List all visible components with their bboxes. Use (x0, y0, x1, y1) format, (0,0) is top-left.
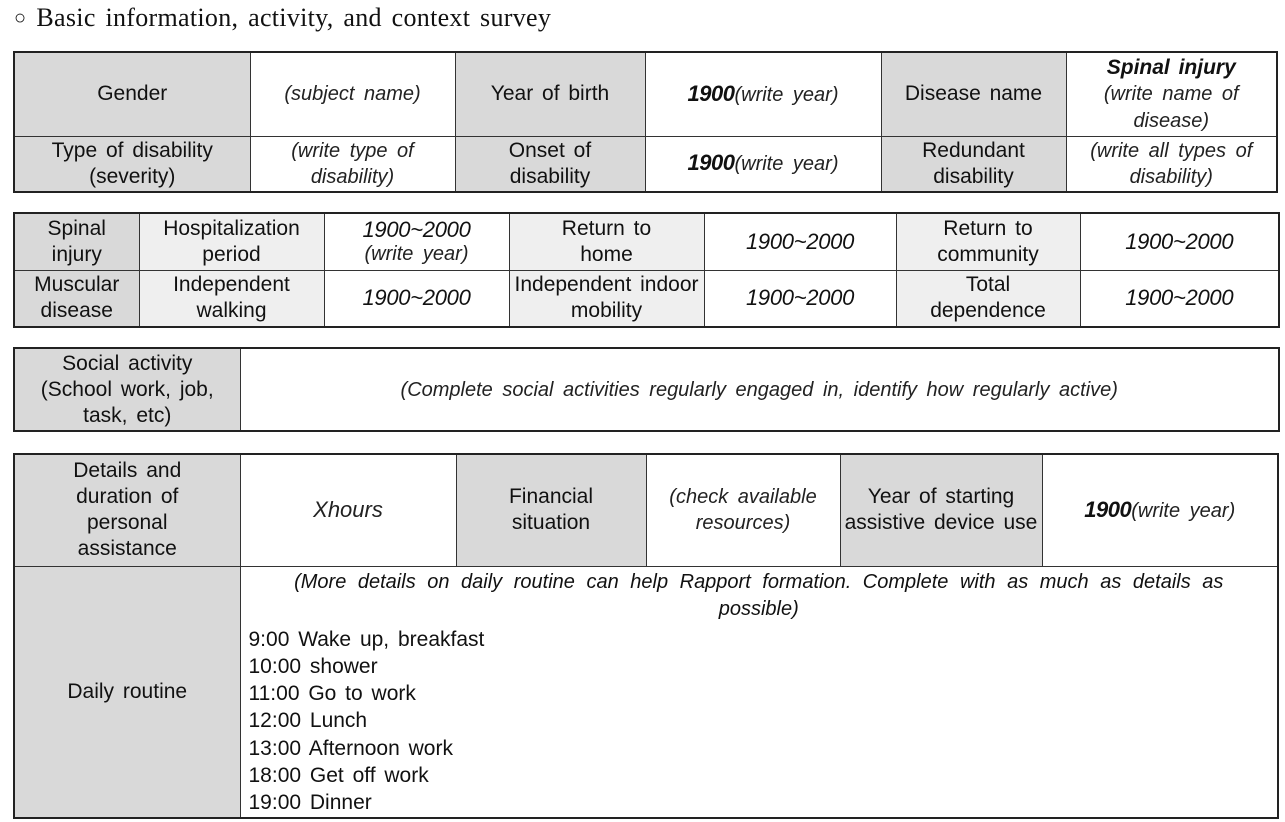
section-title: Basic information, activity, and context survey (36, 3, 552, 32)
return-home-label: Return to home (509, 213, 704, 270)
financial-situation-label: Financial situation (456, 454, 646, 566)
social-activity-field[interactable]: (Complete social activities regularly engaged in, identify how regularly active) (240, 348, 1279, 431)
hospitalization-period-value: 1900~2000 (362, 216, 471, 242)
disease-name-label: Disease name (881, 52, 1066, 136)
routine-item: 11:00 Go to work (248, 682, 416, 706)
routine-item: 12:00 Lunch (248, 709, 368, 733)
section-heading (14, 3, 551, 33)
independent-walking-label: Independent walking (139, 270, 324, 327)
disability-type-field[interactable]: (write type of disability) (250, 136, 455, 192)
return-home-field[interactable]: 1900~2000 (704, 213, 896, 270)
birth-year-label: Year of birth (455, 52, 645, 136)
hospitalization-period-label: Hospitalization period (139, 213, 324, 270)
routine-item: 13:00 Afternoon work (248, 736, 453, 760)
indoor-mobility-label: Independent indoor mobility (509, 270, 704, 327)
basic-info-table (13, 51, 1278, 193)
routine-item: 9:00 Wake up, breakfast (248, 627, 485, 651)
routine-item: 10:00 shower (248, 654, 378, 678)
total-dependence-field[interactable]: 1900~2000 (1080, 270, 1279, 327)
onset-year-field[interactable] (645, 136, 881, 192)
assistive-device-year-hint: (write year) (1131, 499, 1236, 522)
circle-bullet-icon: ○ (14, 7, 27, 29)
daily-routine-field[interactable] (240, 566, 1278, 818)
assistive-device-year-field[interactable] (1042, 454, 1278, 566)
social-activity-table (13, 347, 1280, 432)
daily-routine-note: (More details on daily routine can help Rapport formation. Complete with as much as details as possible) (294, 570, 1224, 620)
gender-label: Gender (14, 52, 250, 136)
daily-routine-label: Daily routine (14, 566, 240, 818)
birth-year-hint: (write year) (734, 83, 839, 106)
indoor-mobility-field[interactable]: 1900~2000 (704, 270, 896, 327)
routine-item: 18:00 Get off work (248, 763, 429, 787)
assistive-device-year-value: 1900 (1084, 496, 1132, 522)
routine-item: 19:00 Dinner (248, 791, 372, 815)
recovery-periods-table (13, 212, 1280, 328)
return-community-field[interactable]: 1900~2000 (1080, 213, 1279, 270)
onset-year-hint: (write year) (734, 153, 839, 176)
disability-type-label: Type of disability (severity) (14, 136, 250, 192)
birth-year-value: 1900 (687, 80, 735, 106)
total-dependence-label: Total dependence (896, 270, 1080, 327)
birth-year-field[interactable] (645, 52, 881, 136)
personal-assistance-label: Details and duration of personal assistance (14, 454, 240, 566)
hospitalization-period-hint: (write year) (364, 242, 469, 265)
return-community-label: Return to community (896, 213, 1080, 270)
daily-routine-list (249, 626, 1270, 817)
social-activity-label: Social activity (School work, job, task, etc) (14, 348, 240, 431)
assistive-device-label: Year of starting assistive device use (840, 454, 1042, 566)
onset-year-value: 1900 (687, 150, 735, 176)
disease-name-value: Spinal injury (1106, 55, 1236, 79)
hospitalization-period-field[interactable] (324, 213, 509, 270)
onset-label: Onset of disability (455, 136, 645, 192)
assistance-routine-table (13, 453, 1279, 819)
disease-name-hint: (write name of disease) (1103, 82, 1239, 132)
disease-name-field[interactable] (1066, 52, 1277, 136)
personal-assistance-field[interactable]: Xhours (240, 454, 456, 566)
redundant-disability-label: Redundant disability (881, 136, 1066, 192)
redundant-disability-field[interactable]: (write all types of disability) (1066, 136, 1277, 192)
muscular-disease-category: Muscular disease (14, 270, 139, 327)
gender-value-field[interactable]: (subject name) (250, 52, 455, 136)
independent-walking-field[interactable]: 1900~2000 (324, 270, 509, 327)
financial-situation-field[interactable]: (check available resources) (646, 454, 840, 566)
spinal-injury-category: Spinal injury (14, 213, 139, 270)
